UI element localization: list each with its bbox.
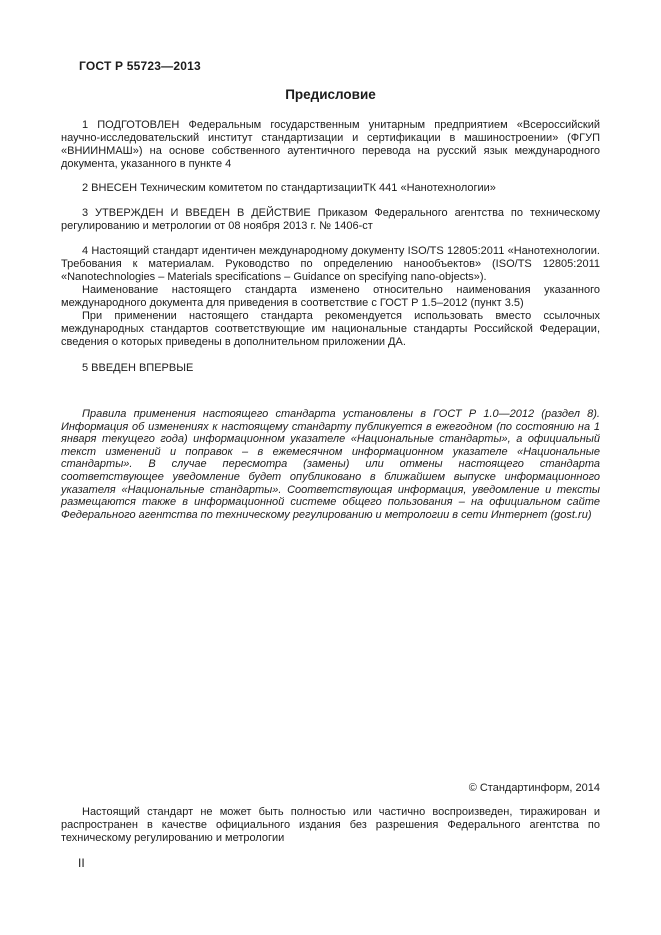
foreword-item-4-name-change-note: Наименование настоящего стандарта изменено относительно наименования указанного международного документа для приведения в соответствие с ГОСТ Р 1.5–2012 (пункт 3.5) [61, 284, 600, 309]
foreword-title: Предисловие [285, 87, 376, 102]
foreword-item-2-submitted: 2 ВНЕСЕН Техническим комитетом по стандартизацииТК 441 «Нанотехнологии» [82, 182, 496, 194]
foreword-item-5-introduced: 5 ВВЕДЕН ВПЕРВЫЕ [82, 362, 194, 374]
foreword-item-3-approved: 3 УТВЕРЖДЕН И ВВЕДЕН В ДЕЙСТВИЕ Приказом Федерального агентства по техническому регулированию и метрологии от 08 ноября 2013 г. № 1406-ст [61, 207, 600, 232]
reproduction-restriction-note: Настоящий стандарт не может быть полностью или частично воспроизведен, тиражирован и распространен в качестве официального издания без разрешения Федерального агентства по техническому регулированию и метрологии [61, 806, 600, 844]
foreword-item-4-identical: 4 Настоящий стандарт идентичен международному документу ISO/TS 12805:2011 «Нанотехнологии. Требования к материалам. Руководство по определению нанообъектов» (ISO/TS 12805:2011 «Nanotechnologies – Materials specifications – Guidance on specifying nano-objects»). [61, 245, 600, 283]
foreword-item-4-application-note: При применении настоящего стандарта рекомендуется использовать вместо ссылочных международных стандартов соответствующие им национальные стандарты Российской Федерации, сведения о которых приведены в дополнительном приложении ДА. [61, 310, 600, 348]
application-rules-note: Правила применения настоящего стандарта установлены в ГОСТ Р 1.0—2012 (раздел 8). Информация об изменениях к настоящему стандарту публикуется в ежегодном (по состоянию на 1 января текущего года) информационном указателе «Национальные стандарты», а официальный текст изменений и поправок – в ежемесячном информационном указателе «Национальные стандарты». В случае пересмотра (замены) или отмены настоящего стандарта соответствующее уведомление будет опубликовано в ближайшем выпуске информационного указателя «Национальные стандарты». Соответствующая информация, уведомление и тексты размещаются также в информационной системе общего пользования – на официальном сайте Федерального агентства по техническому регулированию и метрологии в сети Интернет (gost.ru) [61, 408, 600, 521]
foreword-body [61, 119, 600, 521]
page-number: II [78, 856, 85, 870]
foreword-item-1-prepared: 1 ПОДГОТОВЛЕН Федеральным государственным унитарным предприятием «Всероссийский научно-исследовательский институт стандартизации и сертификации в машиностроении» (ФГУП «ВНИИНМАШ») на основе собственного аутентичного перевода на русский язык международного документа, указанного в пункте 4 [61, 119, 600, 170]
copyright-notice: © Стандартинформ, 2014 [468, 782, 600, 794]
document-code-header: ГОСТ Р 55723—2013 [79, 59, 201, 73]
